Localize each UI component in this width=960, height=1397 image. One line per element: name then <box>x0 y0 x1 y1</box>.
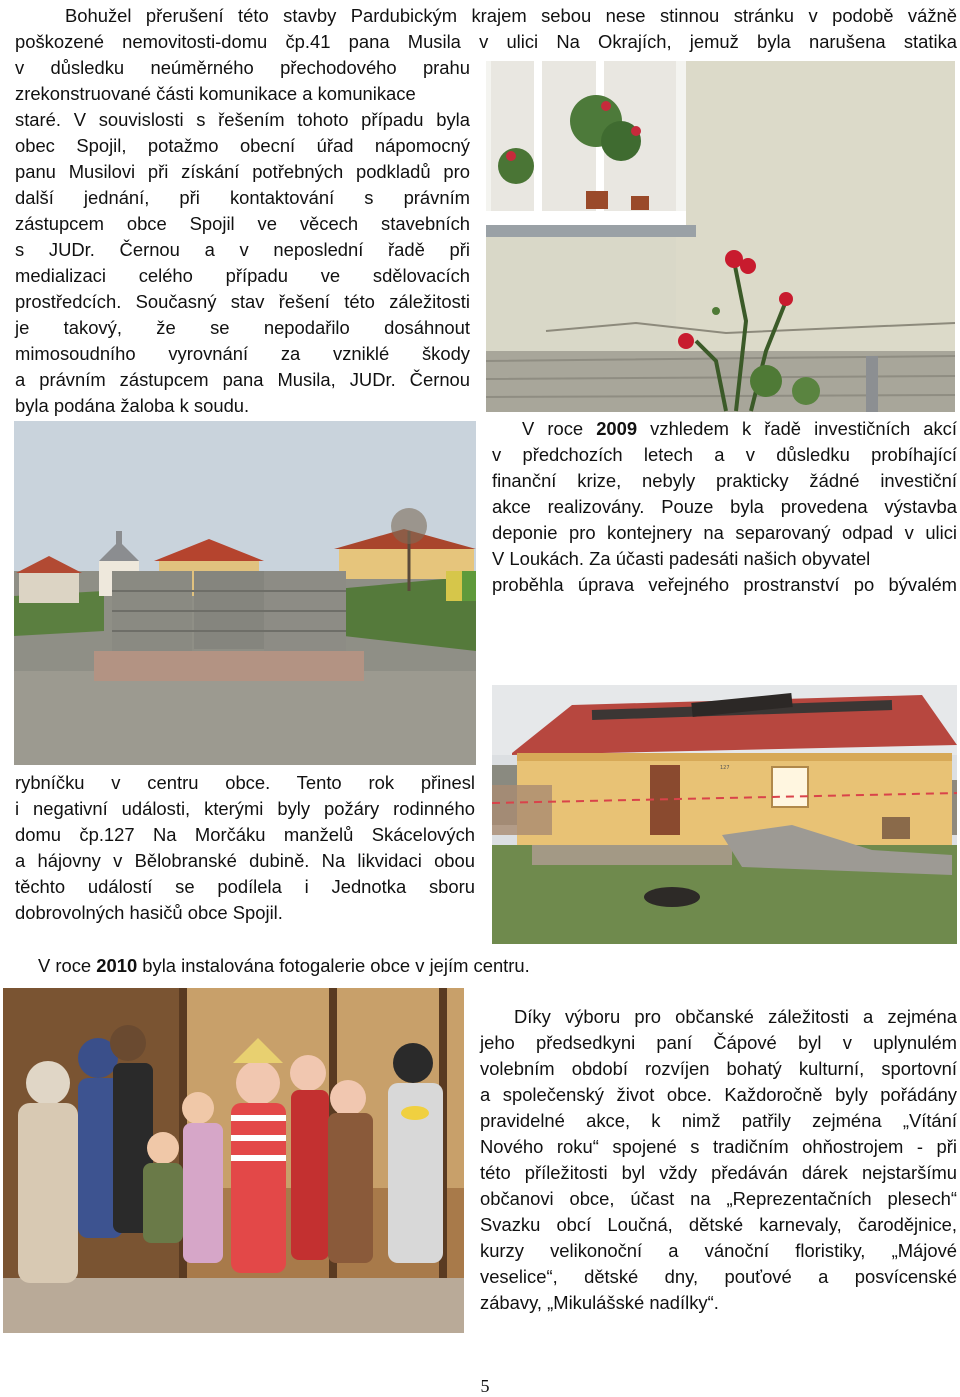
text-line: dobrovolných hasičů obce Spojil. <box>15 902 283 923</box>
text-line: akce realizovány. Pouze byla provedena výstavba <box>492 496 957 517</box>
paragraph-year-2010: V roce 2010 byla instalována fotogalerie obce v jejím centru. <box>38 955 530 976</box>
paragraph-musil-case <box>15 55 470 419</box>
text-line: poškozené nemovitosti-domu čp.41 pana Musila v ulici Na Okrajích, jemuž byla narušena statika <box>15 31 957 52</box>
text-line: v předchozích letech a v důsledku probíhající <box>492 444 957 465</box>
year-2009: 2009 <box>596 418 638 439</box>
text-line: a společenský život obce. Každoročně byly pořádány <box>480 1084 957 1105</box>
text-line: volebním období rozvíjen bohatý kulturní, sportovní <box>480 1058 957 1079</box>
text-line: jeho předsedkyni paní Čápové byl v uplynulém <box>480 1032 957 1053</box>
text-line: pravidelné akce, k nimž patřily zejména „Vítání <box>480 1110 957 1131</box>
text-line: prostředcích. Současný stav řešení této záležitosti <box>15 291 470 312</box>
text-line: občanovi obce, účast na „Reprezentačních plesech“ <box>480 1188 957 1209</box>
text-line: další jednání, při kontaktování s právním <box>15 187 470 208</box>
text-line: medializaci celého případu ve sdělovacích <box>15 265 470 286</box>
paragraph-musil-case-top <box>15 3 957 55</box>
text-line: rybníčku v centru obce. Tento rok přinesl <box>15 772 475 793</box>
text-line: finanční krize, nebyly prakticky žádné investiční <box>492 470 957 491</box>
text-line: Bohužel přerušení této stavby Pardubickým krajem sebou nese stinnou stránku v podobě vážně <box>65 5 957 26</box>
text-line: deponie pro kontejnery na separovaný odpad v ulici <box>492 522 957 543</box>
text-line: a právním zástupcem pana Musila, JUDr. Černou <box>15 369 470 390</box>
photo-damaged-house-wall <box>486 61 955 412</box>
text-line: veselice“, dětské dny, pouťové a posvícenské <box>480 1266 957 1287</box>
text-line: Svazku obcí Loučná, dětské karnevaly, čarodějnice, <box>480 1214 957 1235</box>
text-line: proběhla úprava veřejného prostranství po bývalém <box>492 574 957 595</box>
photo-children-carnival <box>3 988 464 1333</box>
text-line: zástupcem obce Spojil ve věcech stavebních <box>15 213 470 234</box>
text-line: kurzy velikonoční a vánoční floristiky, „Májové <box>480 1240 957 1261</box>
text-line: mimosoudního vyrovnání za vzniklé škody <box>15 343 470 364</box>
page-number: 5 <box>480 1376 490 1396</box>
text-line: V Loukách. Za účasti padesáti našich obyvatel <box>492 548 871 569</box>
text-line: těchto událostí se podílela i Jednotka sboru <box>15 876 475 897</box>
photo-container-deponie <box>14 421 476 765</box>
text-line: byla podána žaloba k soudu. <box>15 395 250 416</box>
text-line: s JUDr. Černou a v neposlední řadě při <box>15 239 470 260</box>
text-line: zrekonstruované části komunikace a komunikace <box>15 83 416 104</box>
photo-burned-house <box>492 685 957 944</box>
year-2010: 2010 <box>96 955 138 976</box>
paragraph-year-2009 <box>492 416 957 598</box>
text-line: v důsledku neúměrného přechodového prahu <box>15 57 470 78</box>
text-line: V roce 2009 vzhledem k řadě investičních akcí <box>522 418 957 439</box>
text-line: této příležitosti byl vždy předáván dárek nejstaršímu <box>480 1162 957 1183</box>
paragraph-fires <box>15 770 475 926</box>
text-line: staré. V souvislosti s řešením tohoto případu byla <box>15 109 470 130</box>
text-line: obec Spojil, potažmo obecní úřad nápomocný <box>15 135 470 156</box>
text-line: je takový, že se nepodařilo dosáhnout <box>15 317 470 338</box>
text-line: domu čp.127 Na Morčáku manželů Skácelových <box>15 824 475 845</box>
text-line: zábavy, „Mikulášské nadílky“. <box>480 1292 719 1313</box>
paragraph-social-life <box>480 1004 957 1316</box>
text-line: Nového roku“ spojené s tradičním ohňostrojem - při <box>480 1136 957 1157</box>
text-line: a hájovny v Bělobranské dubině. Na likvidaci obou <box>15 850 475 871</box>
text-line: Díky výboru pro občanské záležitosti a zejména <box>514 1006 957 1027</box>
text-line: panu Musilovi při získání potřebných podkladů pro <box>15 161 470 182</box>
text-line: i negativní události, kterými byly požáry rodinného <box>15 798 475 819</box>
house-number-sign: 127 <box>720 765 730 771</box>
